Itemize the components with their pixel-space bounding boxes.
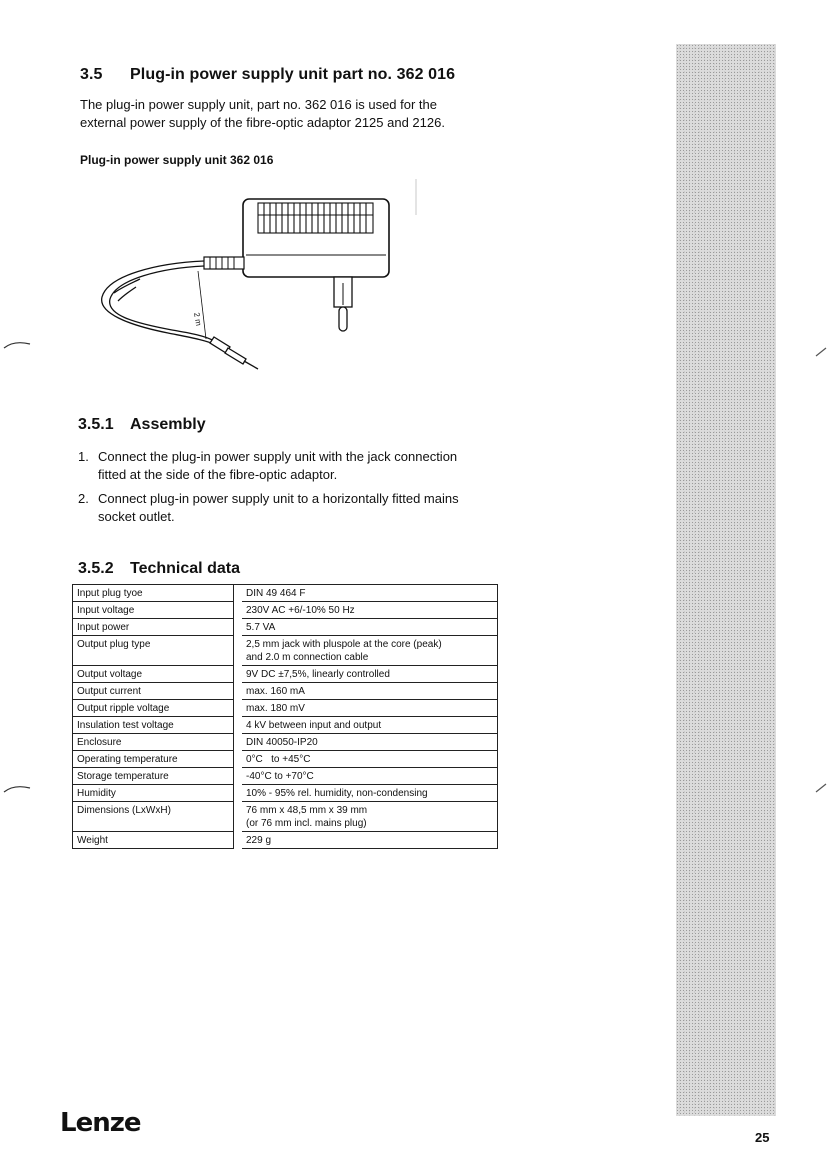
step-line-2: socket outlet. xyxy=(98,509,175,524)
row-label: Input plug tyoe xyxy=(73,585,234,602)
table-row xyxy=(73,751,498,768)
row-value: 76 mm x 48,5 mm x 39 mm (or 76 mm incl. mains plug) xyxy=(242,802,498,832)
table-row xyxy=(73,700,498,717)
row-value: max. 160 mA xyxy=(242,683,498,700)
row-label: Output voltage xyxy=(73,666,234,683)
table-row xyxy=(73,585,498,602)
technical-data-table xyxy=(72,584,498,849)
list-item xyxy=(78,448,498,484)
row-label: Input power xyxy=(73,619,234,636)
assembly-heading xyxy=(78,416,206,434)
intro-line-2: external power supply of the fibre-optic adaptor 2125 and 2126. xyxy=(80,115,445,130)
edge-mark-right-bottom xyxy=(812,780,834,794)
table-row xyxy=(73,802,498,832)
row-label: Insulation test voltage xyxy=(73,717,234,734)
table-row xyxy=(73,734,498,751)
row-value: 4 kV between input and output xyxy=(242,717,498,734)
power-supply-illustration xyxy=(88,175,428,385)
row-label: Operating temperature xyxy=(73,751,234,768)
row-value: 229 g xyxy=(242,832,498,849)
technical-number: 3.5.2 xyxy=(78,560,114,577)
row-label: Humidity xyxy=(73,785,234,802)
row-label: Dimensions (LxWxH) xyxy=(73,802,234,832)
row-label: Weight xyxy=(73,832,234,849)
assembly-steps xyxy=(78,448,498,532)
row-value: max. 180 mV xyxy=(242,700,498,717)
step-number: 2. xyxy=(78,491,89,506)
row-label: Output plug type xyxy=(73,636,234,666)
row-value: DIN 49 464 F xyxy=(242,585,498,602)
step-line-2: fitted at the side of the fibre-optic adaptor. xyxy=(98,467,338,482)
row-value: 9V DC ±7,5%, linearly controlled xyxy=(242,666,498,683)
edge-mark-left-bottom xyxy=(2,782,32,796)
row-label: Output current xyxy=(73,683,234,700)
cable-length-label: 2 m xyxy=(192,311,204,327)
edge-mark-left-top xyxy=(2,338,32,352)
row-value: 230V AC +6/-10% 50 Hz xyxy=(242,602,498,619)
list-item xyxy=(78,490,498,526)
row-value: -40°C to +70°C xyxy=(242,768,498,785)
step-line-1: Connect plug-in power supply unit to a horizontally fitted mains xyxy=(98,491,459,506)
technical-data-heading xyxy=(78,560,240,578)
section-number: 3.5 xyxy=(80,66,103,83)
page-number: 25 xyxy=(755,1130,770,1145)
lenze-logo: Lenze xyxy=(60,1108,141,1138)
section-title: Plug-in power supply unit part no. 362 016 xyxy=(130,66,456,83)
technical-title: Technical data xyxy=(130,560,240,577)
row-label: Enclosure xyxy=(73,734,234,751)
table-row xyxy=(73,785,498,802)
row-value: 0°C to +45°C xyxy=(242,751,498,768)
row-value: 2,5 mm jack with pluspole at the core (peak) and 2.0 m connection cable xyxy=(242,636,498,666)
row-label: Storage temperature xyxy=(73,768,234,785)
table-row xyxy=(73,717,498,734)
side-scan-strip xyxy=(676,44,776,1116)
table-row xyxy=(73,619,498,636)
edge-mark-right-top xyxy=(812,344,834,358)
row-value: 5.7 VA xyxy=(242,619,498,636)
assembly-number: 3.5.1 xyxy=(78,416,114,433)
assembly-title: Assembly xyxy=(130,416,206,433)
row-value: DIN 40050-IP20 xyxy=(242,734,498,751)
step-line-1: Connect the plug-in power supply unit with the jack connection xyxy=(98,449,458,464)
table-row xyxy=(73,683,498,700)
intro-paragraph xyxy=(80,96,500,132)
row-value: 10% - 95% rel. humidity, non-condensing xyxy=(242,785,498,802)
intro-line-1: The plug-in power supply unit, part no. 362 016 is used for the xyxy=(80,97,437,112)
table-row xyxy=(73,666,498,683)
row-label: Input voltage xyxy=(73,602,234,619)
table-row xyxy=(73,602,498,619)
row-label: Output ripple voltage xyxy=(73,700,234,717)
step-number: 1. xyxy=(78,449,89,464)
figure-caption: Plug-in power supply unit 362 016 xyxy=(80,153,274,167)
section-heading xyxy=(80,66,455,84)
table-row xyxy=(73,636,498,666)
table-row xyxy=(73,832,498,849)
table-row xyxy=(73,768,498,785)
